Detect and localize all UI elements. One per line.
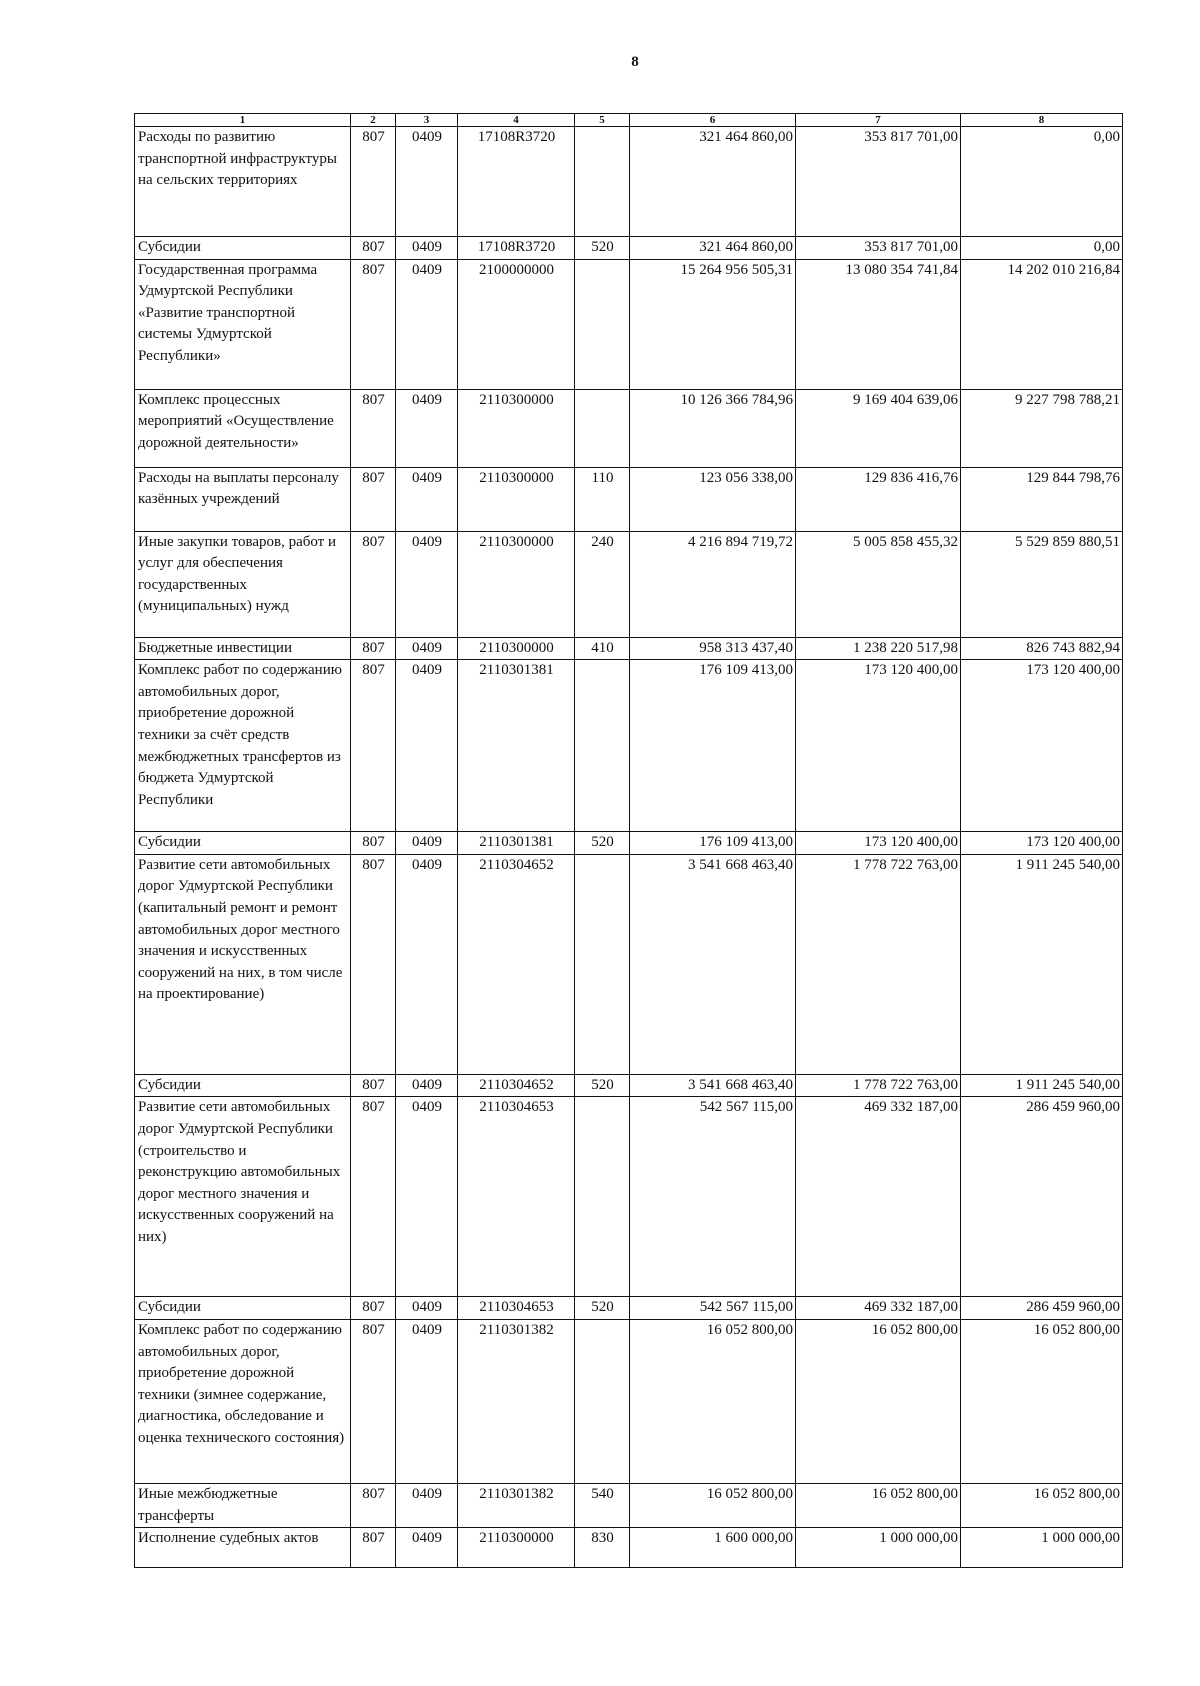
table-row [135, 259, 1123, 389]
value-cell-5: 520 [575, 237, 630, 260]
value-cell-2: 807 [351, 1074, 396, 1097]
value-cell-4: 2110300000 [458, 1528, 575, 1568]
table-row [135, 854, 1123, 1074]
value-cell-6: 16 052 800,00 [630, 1319, 796, 1483]
table-row [135, 531, 1123, 637]
value-cell-4: 2110300000 [458, 637, 575, 660]
item-name-cell: Развитие сети автомобильных дорог Удмуртской Республики (капитальный ремонт и ремонт автомобильных дорог местного значения и искусственных сооружений на них, в том числе на проектирование) [135, 854, 351, 1074]
value-cell-2: 807 [351, 237, 396, 260]
value-cell-2: 807 [351, 1319, 396, 1483]
value-cell-8: 5 529 859 880,51 [961, 531, 1123, 637]
value-cell-7: 469 332 187,00 [796, 1297, 961, 1320]
value-cell-7: 13 080 354 741,84 [796, 259, 961, 389]
table-row [135, 389, 1123, 467]
value-cell-5 [575, 1097, 630, 1297]
value-cell-2: 807 [351, 832, 396, 855]
value-cell-6: 321 464 860,00 [630, 237, 796, 260]
value-cell-2: 807 [351, 1528, 396, 1568]
value-cell-2: 807 [351, 127, 396, 237]
value-cell-6: 958 313 437,40 [630, 637, 796, 660]
value-cell-7: 1 778 722 763,00 [796, 1074, 961, 1097]
value-cell-4: 2110301381 [458, 832, 575, 855]
value-cell-7: 1 238 220 517,98 [796, 637, 961, 660]
value-cell-8: 286 459 960,00 [961, 1297, 1123, 1320]
value-cell-3: 0409 [396, 1097, 458, 1297]
value-cell-6: 10 126 366 784,96 [630, 389, 796, 467]
value-cell-2: 807 [351, 1483, 396, 1527]
value-cell-5 [575, 854, 630, 1074]
value-cell-8: 16 052 800,00 [961, 1319, 1123, 1483]
value-cell-6: 15 264 956 505,31 [630, 259, 796, 389]
item-name-cell: Расходы по развитию транспортной инфраструктуры на сельских территориях [135, 127, 351, 237]
value-cell-6: 542 567 115,00 [630, 1297, 796, 1320]
header-cell: 1 [135, 114, 351, 127]
item-name-cell: Расходы на выплаты персоналу казённых учреждений [135, 467, 351, 531]
value-cell-5 [575, 660, 630, 832]
value-cell-4: 2110304653 [458, 1097, 575, 1297]
value-cell-3: 0409 [396, 1528, 458, 1568]
value-cell-7: 173 120 400,00 [796, 660, 961, 832]
value-cell-8: 9 227 798 788,21 [961, 389, 1123, 467]
value-cell-3: 0409 [396, 854, 458, 1074]
header-cell: 3 [396, 114, 458, 127]
value-cell-4: 2110301381 [458, 660, 575, 832]
value-cell-5 [575, 127, 630, 237]
value-cell-3: 0409 [396, 467, 458, 531]
value-cell-4: 2100000000 [458, 259, 575, 389]
value-cell-7: 16 052 800,00 [796, 1483, 961, 1527]
value-cell-4: 2110304653 [458, 1297, 575, 1320]
value-cell-8: 1 000 000,00 [961, 1528, 1123, 1568]
value-cell-7: 16 052 800,00 [796, 1319, 961, 1483]
value-cell-6: 123 056 338,00 [630, 467, 796, 531]
value-cell-5: 540 [575, 1483, 630, 1527]
value-cell-8: 16 052 800,00 [961, 1483, 1123, 1527]
value-cell-4: 2110304652 [458, 854, 575, 1074]
table-row [135, 637, 1123, 660]
value-cell-3: 0409 [396, 389, 458, 467]
value-cell-7: 353 817 701,00 [796, 127, 961, 237]
table-row [135, 1297, 1123, 1320]
value-cell-6: 1 600 000,00 [630, 1528, 796, 1568]
header-cell: 4 [458, 114, 575, 127]
table-row [135, 660, 1123, 832]
value-cell-4: 2110300000 [458, 389, 575, 467]
value-cell-5 [575, 389, 630, 467]
item-name-cell: Иные закупки товаров, работ и услуг для обеспечения государственных (муниципальных) нужд [135, 531, 351, 637]
value-cell-6: 4 216 894 719,72 [630, 531, 796, 637]
table-row [135, 237, 1123, 260]
item-name-cell: Субсидии [135, 832, 351, 855]
value-cell-3: 0409 [396, 127, 458, 237]
value-cell-8: 173 120 400,00 [961, 660, 1123, 832]
value-cell-4: 2110300000 [458, 467, 575, 531]
table-row [135, 1074, 1123, 1097]
item-name-cell: Комплекс работ по содержанию автомобильных дорог, приобретение дорожной техники (зимнее содержание, диагностика, обследование и оценка технического состояния) [135, 1319, 351, 1483]
value-cell-8: 173 120 400,00 [961, 832, 1123, 855]
value-cell-7: 1 000 000,00 [796, 1528, 961, 1568]
value-cell-5 [575, 259, 630, 389]
header-cell: 8 [961, 114, 1123, 127]
value-cell-5: 830 [575, 1528, 630, 1568]
value-cell-7: 469 332 187,00 [796, 1097, 961, 1297]
value-cell-7: 9 169 404 639,06 [796, 389, 961, 467]
table-row [135, 1483, 1123, 1527]
value-cell-6: 3 541 668 463,40 [630, 1074, 796, 1097]
value-cell-3: 0409 [396, 1074, 458, 1097]
value-cell-8: 286 459 960,00 [961, 1097, 1123, 1297]
table-row [135, 1097, 1123, 1297]
item-name-cell: Бюджетные инвестиции [135, 637, 351, 660]
value-cell-2: 807 [351, 467, 396, 531]
value-cell-4: 2110300000 [458, 531, 575, 637]
table-row [135, 127, 1123, 237]
item-name-cell: Комплекс процессных мероприятий «Осуществление дорожной деятельности» [135, 389, 351, 467]
item-name-cell: Субсидии [135, 237, 351, 260]
value-cell-8: 826 743 882,94 [961, 637, 1123, 660]
header-row [135, 114, 1123, 127]
item-name-cell: Развитие сети автомобильных дорог Удмуртской Республики (строительство и реконструкцию автомобильных дорог местного значения и искусственных сооружений на них) [135, 1097, 351, 1297]
value-cell-7: 173 120 400,00 [796, 832, 961, 855]
value-cell-4: 2110301382 [458, 1483, 575, 1527]
item-name-cell: Исполнение судебных актов [135, 1528, 351, 1568]
value-cell-5: 520 [575, 1074, 630, 1097]
value-cell-3: 0409 [396, 1297, 458, 1320]
value-cell-3: 0409 [396, 660, 458, 832]
value-cell-5: 520 [575, 1297, 630, 1320]
value-cell-6: 16 052 800,00 [630, 1483, 796, 1527]
value-cell-4: 2110301382 [458, 1319, 575, 1483]
table-row [135, 1528, 1123, 1568]
value-cell-5: 240 [575, 531, 630, 637]
value-cell-3: 0409 [396, 259, 458, 389]
value-cell-3: 0409 [396, 1483, 458, 1527]
budget-table [134, 113, 1123, 1568]
table-row [135, 832, 1123, 855]
item-name-cell: Субсидии [135, 1074, 351, 1097]
value-cell-7: 353 817 701,00 [796, 237, 961, 260]
value-cell-6: 176 109 413,00 [630, 660, 796, 832]
value-cell-2: 807 [351, 637, 396, 660]
value-cell-8: 1 911 245 540,00 [961, 854, 1123, 1074]
header-cell: 7 [796, 114, 961, 127]
value-cell-5 [575, 1319, 630, 1483]
value-cell-6: 176 109 413,00 [630, 832, 796, 855]
value-cell-5: 520 [575, 832, 630, 855]
value-cell-7: 1 778 722 763,00 [796, 854, 961, 1074]
value-cell-4: 2110304652 [458, 1074, 575, 1097]
value-cell-3: 0409 [396, 531, 458, 637]
value-cell-2: 807 [351, 1297, 396, 1320]
page-number: 8 [631, 54, 639, 70]
item-name-cell: Субсидии [135, 1297, 351, 1320]
value-cell-8: 0,00 [961, 237, 1123, 260]
value-cell-4: 17108R3720 [458, 127, 575, 237]
value-cell-3: 0409 [396, 637, 458, 660]
value-cell-3: 0409 [396, 1319, 458, 1483]
value-cell-2: 807 [351, 1097, 396, 1297]
value-cell-5: 410 [575, 637, 630, 660]
value-cell-7: 5 005 858 455,32 [796, 531, 961, 637]
table-row [135, 467, 1123, 531]
header-cell: 5 [575, 114, 630, 127]
value-cell-6: 3 541 668 463,40 [630, 854, 796, 1074]
value-cell-8: 129 844 798,76 [961, 467, 1123, 531]
item-name-cell: Иные межбюджетные трансферты [135, 1483, 351, 1527]
value-cell-6: 542 567 115,00 [630, 1097, 796, 1297]
item-name-cell: Государственная программа Удмуртской Республики «Развитие транспортной системы Удмуртской Республики» [135, 259, 351, 389]
item-name-cell: Комплекс работ по содержанию автомобильных дорог, приобретение дорожной техники за счёт средств межбюджетных трансфертов из бюджета Удмуртской Республики [135, 660, 351, 832]
value-cell-3: 0409 [396, 237, 458, 260]
value-cell-3: 0409 [396, 832, 458, 855]
value-cell-2: 807 [351, 531, 396, 637]
value-cell-2: 807 [351, 259, 396, 389]
value-cell-8: 0,00 [961, 127, 1123, 237]
header-cell: 6 [630, 114, 796, 127]
header-cell: 2 [351, 114, 396, 127]
value-cell-7: 129 836 416,76 [796, 467, 961, 531]
value-cell-8: 14 202 010 216,84 [961, 259, 1123, 389]
table-row [135, 1319, 1123, 1483]
value-cell-2: 807 [351, 660, 396, 832]
value-cell-2: 807 [351, 389, 396, 467]
value-cell-4: 17108R3720 [458, 237, 575, 260]
value-cell-5: 110 [575, 467, 630, 531]
value-cell-8: 1 911 245 540,00 [961, 1074, 1123, 1097]
value-cell-2: 807 [351, 854, 396, 1074]
value-cell-6: 321 464 860,00 [630, 127, 796, 237]
